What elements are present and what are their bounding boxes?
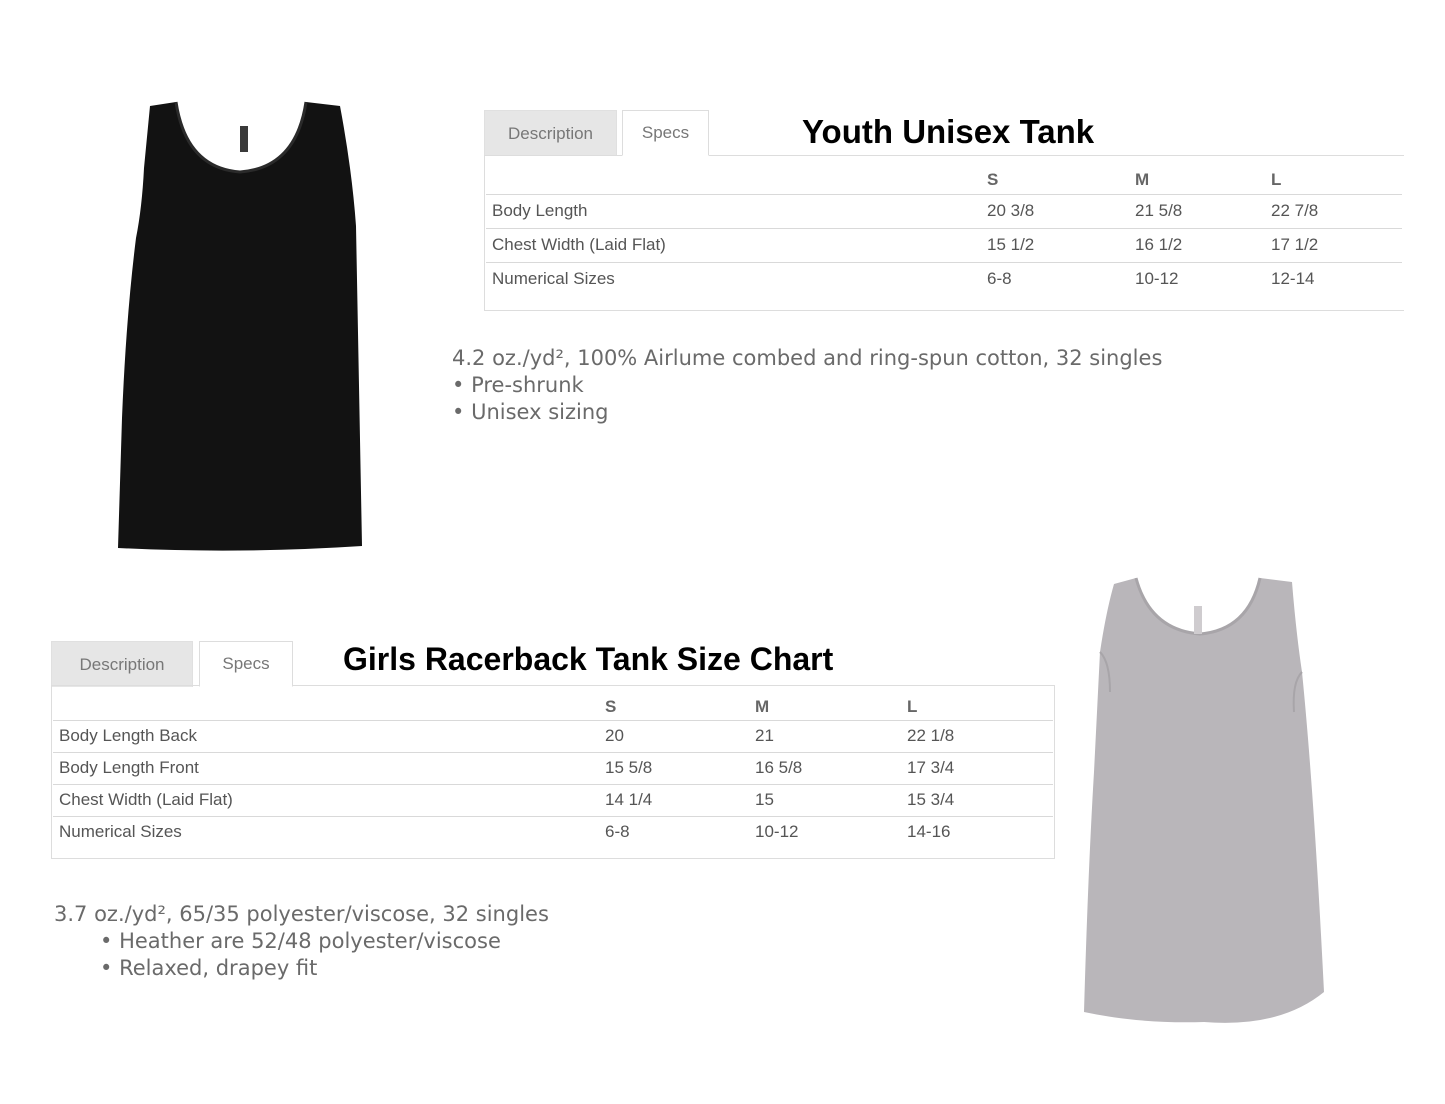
cell-s: 15 5/8 <box>599 752 749 784</box>
girls-col-l: L <box>907 696 918 716</box>
row-label: Body Length Front <box>53 752 599 784</box>
girls-size-table <box>53 694 1053 848</box>
table-row <box>53 784 1053 816</box>
cell-s: 20 <box>599 720 749 752</box>
table-row <box>53 752 1053 784</box>
row-label: Numerical Sizes <box>53 816 599 848</box>
cell-m: 15 <box>749 784 901 816</box>
list-item: • Relaxed, drapey fit <box>100 956 318 980</box>
bullet-icon: • <box>100 956 113 980</box>
cell-l: 12-14 <box>1265 262 1402 296</box>
youth-size-table <box>486 166 1402 296</box>
girls-col-m: M <box>755 696 770 716</box>
girls-tab-description[interactable]: Description <box>51 641 193 687</box>
girls-col-blank <box>53 694 599 720</box>
cell-m: 21 5/8 <box>1129 194 1265 228</box>
youth-title: Youth Unisex Tank <box>802 113 1095 150</box>
cell-m: 16 1/2 <box>1129 228 1265 262</box>
girls-tank-body <box>1084 578 1324 1023</box>
cell-l: 22 1/8 <box>901 720 1053 752</box>
girls-table-header <box>53 694 1053 720</box>
table-row <box>53 720 1053 752</box>
youth-tab-description[interactable]: Description <box>484 110 617 156</box>
youth-col-s: S <box>987 169 999 189</box>
row-label: Numerical Sizes <box>486 262 981 296</box>
cell-s: 6-8 <box>981 262 1129 296</box>
table-row <box>486 228 1402 262</box>
cell-l: 14-16 <box>901 816 1053 848</box>
cell-s: 14 1/4 <box>599 784 749 816</box>
bullet-icon: • <box>100 929 113 953</box>
list-item: • Unisex sizing <box>452 400 609 424</box>
row-label: Chest Width (Laid Flat) <box>53 784 599 816</box>
youth-tab-specs[interactable]: Specs <box>622 110 709 156</box>
youth-tank-image <box>110 98 370 556</box>
cell-m: 10-12 <box>1129 262 1265 296</box>
table-row <box>486 194 1402 228</box>
youth-tank-body <box>118 102 362 551</box>
bullet-icon: • <box>452 373 465 397</box>
bullet-icon: • <box>452 400 465 424</box>
row-label: Body Length <box>486 194 981 228</box>
girls-tank-image <box>1080 572 1330 1028</box>
table-row <box>53 816 1053 848</box>
youth-col-l: L <box>1271 169 1282 189</box>
girls-fabric: 3.7 oz./yd², 65/35 polyester/viscose, 32 singles <box>54 902 549 926</box>
youth-fabric-notes <box>452 345 1162 426</box>
row-label: Chest Width (Laid Flat) <box>486 228 981 262</box>
youth-table-header <box>486 166 1402 194</box>
cell-m: 21 <box>749 720 901 752</box>
youth-fabric: 4.2 oz./yd², 100% Airlume combed and ring-spun cotton, 32 singles <box>452 346 1163 370</box>
cell-s: 15 1/2 <box>981 228 1129 262</box>
cell-l: 17 3/4 <box>901 752 1053 784</box>
cell-s: 6-8 <box>599 816 749 848</box>
list-item: • Heather are 52/48 polyester/viscose <box>100 929 501 953</box>
girls-title: Girls Racerback Tank Size Chart <box>343 641 834 677</box>
cell-l: 15 3/4 <box>901 784 1053 816</box>
girls-tab-specs[interactable]: Specs <box>199 641 293 687</box>
cell-l: 22 7/8 <box>1265 194 1402 228</box>
cell-m: 10-12 <box>749 816 901 848</box>
youth-col-blank <box>486 166 981 194</box>
cell-s: 20 3/8 <box>981 194 1129 228</box>
cell-l: 17 1/2 <box>1265 228 1402 262</box>
cell-m: 16 5/8 <box>749 752 901 784</box>
girls-col-s: S <box>605 696 617 716</box>
table-row <box>486 262 1402 296</box>
list-item: • Pre-shrunk <box>452 373 584 397</box>
girls-fabric-notes <box>54 901 549 982</box>
row-label: Body Length Back <box>53 720 599 752</box>
youth-col-m: M <box>1135 169 1150 189</box>
